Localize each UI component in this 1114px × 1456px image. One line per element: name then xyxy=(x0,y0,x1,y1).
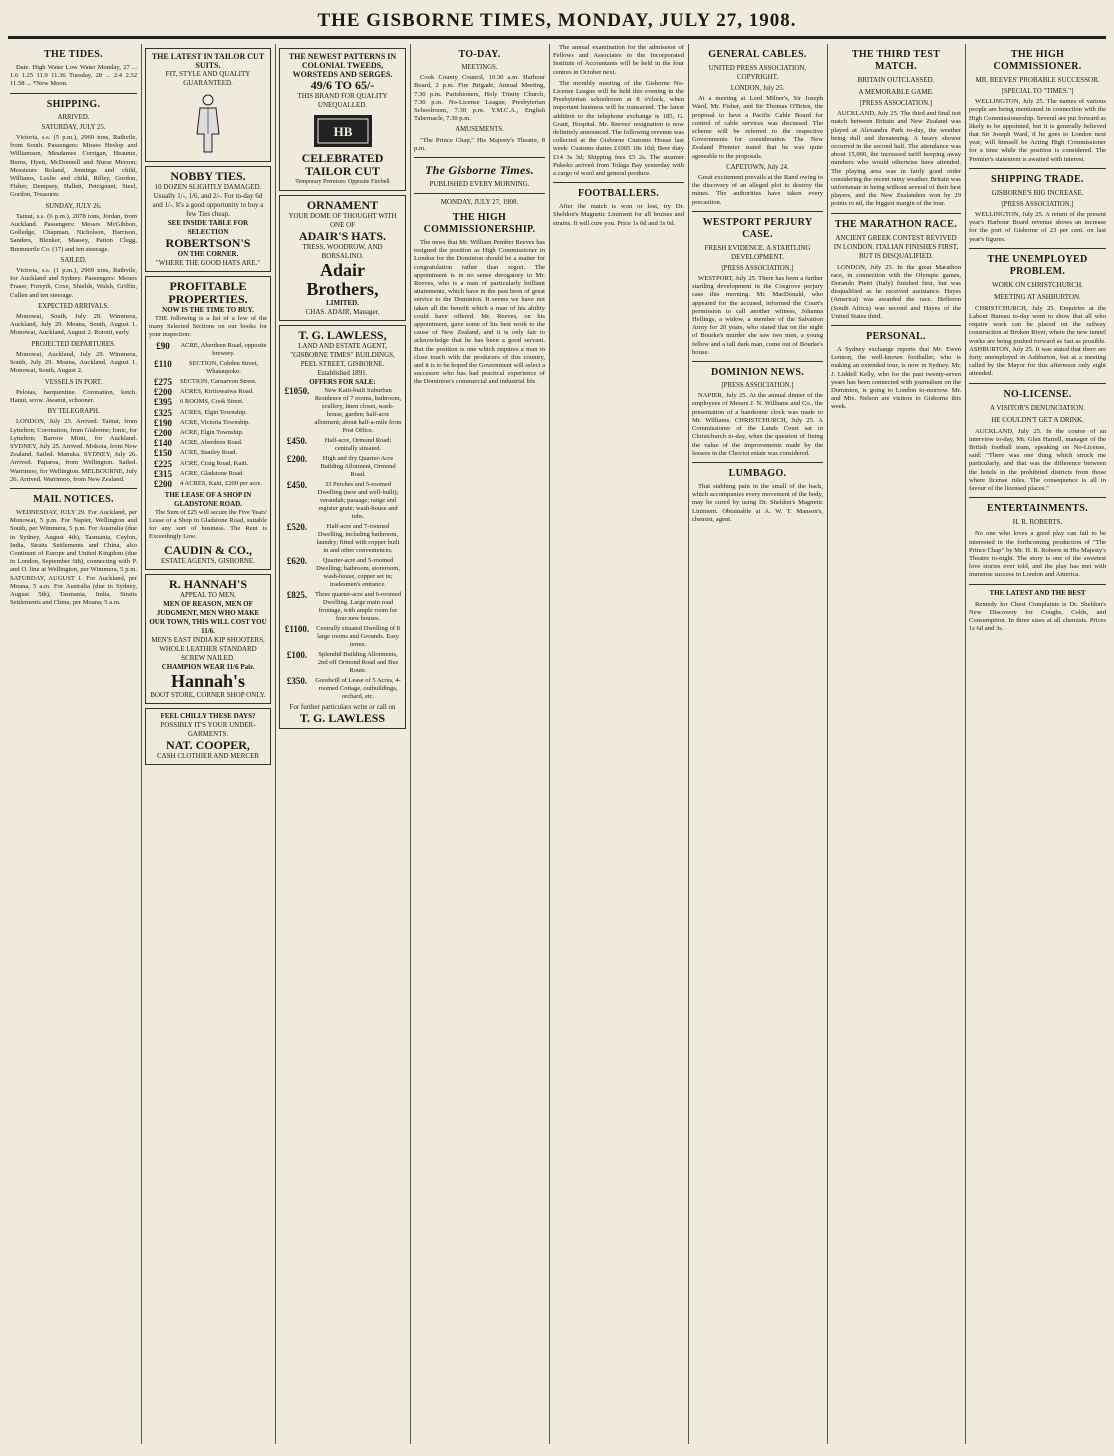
limited-text: LIMITED. xyxy=(326,299,359,307)
boots-text: MEN'S EAST INDIA KIP SHOOTERS, WHOLE LEATHER STANDARD SCREW NAILED. xyxy=(151,636,265,663)
test-assoc: [PRESS ASSOCIATION.] xyxy=(859,100,933,107)
nat-cooper-sub: CASH CLOTHIER AND MERCER xyxy=(156,752,260,761)
nolicense-sub: A VISITOR'S DENUNCIATION. xyxy=(990,403,1085,412)
caudin-sub: ESTATE AGENTS, GISBORNE. xyxy=(161,557,255,566)
sunday-arrivals: Tainui, s.s. (6 p.m.), 2078 tons, Jordan, from Auckland. Passengers: Messrs McGibbon, Golledge, Chapman, Nicholson, Harrison, Sanders, Blenker, Massey, Patton Clegg, Bremnertle Co. (17) and ten steerage. xyxy=(10,212,137,253)
capetown-dateline: CAPETOWN, July 24. xyxy=(726,163,789,171)
unemployed-text: CHRISTCHURCH, July 25. Enquiries at the Labour Bureau to-day went to show that all who require work can be placed on the railway construction at Broken River, where the new tunnel works are being pushed forward as fast as possible. ASHBURTON, July 25. It was stated that there are forty unemployed in Ashburton, but at a meeting called by the Mayor for this afternoon only eight attended. xyxy=(969,304,1106,378)
divider xyxy=(969,584,1106,585)
price-row xyxy=(149,409,267,417)
price-row xyxy=(283,677,402,701)
price-description: ACRE, Aberdeen Road, opposite brewery. xyxy=(180,342,267,357)
price-row xyxy=(149,460,267,468)
column-politics xyxy=(969,44,1106,1444)
test-sub: BRITAIN OUTCLASSED. xyxy=(857,76,935,84)
test-text: AUCKLAND, July 25. The third and final test match between Britain and New Zealand was played at Alexandra Park to-day, the weather being dull and threatening. A heavy shower occurred in the second half. The attendance was about 15,000, the increased tariff keeping away numbers who would otherwise have attended. The playing area was in fairly good order considering the recent rainy weather. Britain was unfortunate in being without several of their best players, and the New Zealanders won by 29 points to nil, the biggest margin of the tour. xyxy=(831,110,961,208)
divider xyxy=(831,213,961,214)
local-news-text: The monthly meeting of the Gisborne No-License League will be held this evening in the Presbyterian schoolroom at 8 o'clock, when important business will be transacted. The latest addition to the telephone exchange is 185, G. Grant, Hospital. Mr. Reeves' resignation is now definitely announced. The following revenue was collected at the Gisborne Customs House last week: Customs duties £1005 18s 10d; Beer duty £14 3s 3d; Shipping fees £5 2s. The steamer Pukeko arrived from Tolaga Bay yesterday with a cargo of wool and general produce. xyxy=(553,79,684,178)
lease-text: The Sum of £25 will secure the Five Years' Lease of a Shop in Gladstone Road, suitable for any sort of business. The Rent is Exceedingly Low. xyxy=(149,509,267,541)
hc-text: WELLINGTON, July 25. The names of various people are being mentioned in connection with the High Commissionership. Several are put forward as likely to be appointed, but it is generally believed that Sir Joseph Ward, if he goes to London next year, will himself be Acting High Commissioner for a time while the position is considered. The Premier's statement is awaited with interest. xyxy=(969,98,1106,163)
price-value: £350. xyxy=(286,676,308,686)
nat-cooper-name: NAT. COOPER, xyxy=(166,738,250,753)
lumbago-text: That stabbing pain in the small of the back, which accompanies every movement of the body, may be cured by using Dr. Sheldon's Magnetic Liniment. Obtainable at A. W. T. Manson's, chemist, agent. xyxy=(692,482,823,523)
masthead-title: THE GISBORNE TIMES, MONDAY, JULY 27, 1908. xyxy=(317,10,797,31)
properties-ad xyxy=(145,276,271,570)
price-description: 4 ACRES, Kaiti, £200 per acre. xyxy=(180,480,262,488)
brand-text: THIS BRAND FOR QUALITY UNEQUALLED. xyxy=(297,92,388,109)
tress-text: TRESS, WOODROW, AND BORSALINO. xyxy=(302,243,383,260)
price-description: ACRE, Gladstone Road. xyxy=(180,469,244,477)
price-description: 6 ROOMS, Cook Street. xyxy=(180,398,244,406)
westport-heading: WESTPORT PERJURY CASE. xyxy=(702,216,813,240)
divider xyxy=(969,168,1106,169)
column-ads-left xyxy=(145,44,271,1444)
price-row xyxy=(283,481,402,521)
today-heading: TO-DAY. xyxy=(458,49,501,60)
dominion-assoc: [PRESS ASSOCIATION.] xyxy=(721,382,794,390)
list-intro: THE following is a list of a few of the many Selected Sections on our books for your inspection: xyxy=(149,315,267,338)
tgl-sub: LAND AND ESTATE AGENT, "GISBORNE TIMES" BUILDINGS, PEEL STREET, GISBORNE. xyxy=(290,342,395,368)
newest-heading: THE NEWEST PATTERNS IN COLONIAL TWEEDS, WORSTEDS AND SERGES. xyxy=(288,52,397,79)
price-value: £315 xyxy=(154,468,172,479)
sailed-text: Victoria, s.s. (1 p.m.), 2969 tons, Rathvile, for Auckland and Sydney. Passengers: Messrs Fraser, Forsyth, Coxe, Shields, Walsh, Griffin, Cullen and ten steerage. xyxy=(10,267,137,299)
chilly-heading: FEEL CHILLY THESE DAYS? xyxy=(160,712,256,721)
price-value: £325 xyxy=(154,407,172,418)
ties-ad xyxy=(145,166,271,272)
adairs-hats: ADAIR'S HATS. xyxy=(298,229,387,243)
capetown-text: Great excitement prevails at the Rand owing to the discovery of an alleged plot to destroy the mines. The authorities have taken every precaution. xyxy=(692,174,823,206)
sailed-heading: SAILED. xyxy=(60,256,87,264)
price-range: 49/6 TO 65/- xyxy=(310,78,375,92)
saturday-arrivals: Victoria, s.s. (5 p.m.), 2969 tons, Rathvile, from South. Passengers: Misses Heslop and Williamson, Mesdames Corrigan, Heaume, Burns, Hyett, McDonnell and Nurse Merson; Messieurs Roland, Jennings and child, Williams, Leslie and child, Rilley, Gordon, Fisher, Dempsey, Hallett, Petrignant, Steel, Gordon, Treasurer. xyxy=(10,134,137,199)
divider xyxy=(969,383,1106,384)
best-heading: THE LATEST AND THE BEST xyxy=(989,588,1086,597)
nolicense-text: AUCKLAND, July 25. In the course of an interview to-day, Mr. Glen Harrell, manager of the British football team, speaking on No-License, said: "There was one thing which struck me particularly, and that was the difference between the hotels in the prohibited districts from those where license rules. The consequence is all in favour of the licensed places." xyxy=(969,427,1106,493)
price-value: £825. xyxy=(286,590,308,600)
offers-heading: OFFERS FOR SALE: xyxy=(309,378,376,386)
london-text: At a meeting at Lord Milner's, Sir Joseph Ward, Mr. Fisher, and Sir Thomas O'Brien, the proposal to have a Pacific Cable Board for control of cable services was discussed. The scheme will be referred to the respective Governments for consideration. The New Zealand Premier stated that he was quite agreeable to the proposals. xyxy=(692,95,823,160)
entertainments-sub: H. R. ROBERTS. xyxy=(1012,518,1063,527)
price-row xyxy=(149,378,267,386)
adair-ad xyxy=(279,195,406,321)
nolicense-sub-2: HE COULDN'T GET A DRINK. xyxy=(991,415,1084,424)
masthead-rule xyxy=(8,36,1106,39)
price-description: Centrally situated Dwelling of 8 large rooms and Grounds. Easy terms. xyxy=(316,625,400,648)
price-row xyxy=(283,387,402,435)
column-ads-middle xyxy=(279,44,406,1444)
price-description: New Kaiti-built Suburban Residence of 7 rooms, bathroom, scullery, linen closet, wash-house, garden; half-acre allotment; about half-a-mile from Post Office. xyxy=(314,387,402,434)
projected-heading: PROJECTED DEPARTURES. xyxy=(31,340,116,348)
profitable-heading: PROFITABLE xyxy=(169,279,247,293)
price-description: 33 Perches and 5-roomed Dwelling (new and well-built); verandah; passage; range and register grate; wash-house and tubs. xyxy=(317,481,399,520)
price-description: Three quarter-acre and 6-roomed Dwelling. Large main road frontage, with ample room for four new houses. xyxy=(315,591,401,622)
telegraph-heading: BY TELEGRAPH. xyxy=(47,408,100,416)
champion-text: CHAMPION WEAR 11/6 Pair. xyxy=(161,663,255,672)
property-price-list xyxy=(149,342,267,488)
tgl-footer: T. G. LAWLESS xyxy=(299,711,386,725)
price-description: ACRE, Stanley Road. xyxy=(180,449,238,457)
meetings-heading: MEETINGS. xyxy=(461,64,498,71)
column-divider xyxy=(965,44,966,1444)
corner-sub: "WHERE THE GOOD HATS ARE." xyxy=(155,259,261,267)
trade-sub: GISBORNE'S BIG INCREASE. xyxy=(991,188,1084,197)
price-row xyxy=(149,398,267,406)
men-lines: MEN OF REASON, MEN OF JUDGMENT, MEN WHO MAKE OUR TOWN, THIS WILL COST YOU 11/6. xyxy=(149,600,267,636)
price-row xyxy=(149,342,267,358)
lumbago-heading: LUMBAGO. xyxy=(728,467,787,479)
amusements-heading: AMUSEMENTS. xyxy=(455,126,504,134)
celebrated-heading: CELEBRATED TAILOR CUT xyxy=(301,151,384,178)
price-row xyxy=(283,523,402,555)
price-value: £100. xyxy=(286,650,308,660)
price-value: £395 xyxy=(154,397,172,408)
personal-heading: PERSONAL. xyxy=(866,331,926,343)
price-row xyxy=(149,449,267,457)
price-description: ACRE, Victoria Township. xyxy=(180,418,251,426)
hc-heading: THE HIGH COMMISSIONER. xyxy=(993,49,1082,72)
column-sport xyxy=(831,44,961,1444)
properties-heading: PROPERTIES. xyxy=(168,292,248,306)
amusements-text: "The Prince Chap," His Majesty's Theatre, 8 p.m. xyxy=(414,136,545,152)
best-text: Remedy for Chest Complaints is Dr. Sheldon's New Discovery for Coughs, Colds, and Consumption. In three sizes at all chemists. Prices 1s 6d and 3s. xyxy=(969,600,1106,633)
test-sub-2: A MEMORABLE GAME. xyxy=(858,88,934,96)
column-divider xyxy=(549,44,550,1444)
price-value: £1050. xyxy=(284,386,310,396)
divider xyxy=(10,93,137,94)
divider xyxy=(969,248,1106,249)
price-row xyxy=(149,470,267,478)
tgl-name: T. G. LAWLESS, xyxy=(298,328,387,342)
divider xyxy=(692,211,823,212)
annual-text: The annual examination for the admission of Fellows and Associates to the Incorporated Institute of Accountants will be held in the four centres in October next. xyxy=(553,44,684,76)
westport-sub: FRESH EVIDENCE. A STARTLING DEVELOPMENT. xyxy=(704,243,811,261)
price-value: £90 xyxy=(156,341,170,351)
price-value: £150 xyxy=(154,448,172,459)
suits-sub: FIT, STYLE AND QUALITY GUARANTEED. xyxy=(165,70,251,87)
cables-heading: GENERAL CABLES. xyxy=(708,49,807,60)
tides-heading: THE TIDES. xyxy=(44,49,103,60)
price-description: ACRES, Kiritowaiwa Road. xyxy=(180,388,254,396)
window-text: SEE INSIDE TABLE FOR SELECTION xyxy=(167,219,249,236)
dominion-text: NAPIER, July 25. At the annual dinner of the employees of Messrs J. N. Williams and Co., the presentation of a handsome clock was made to Mr. Williams. CHRISTCHURCH, July 25. A Commissioner of the Lands Court sat in Christchurch to-day, when the question of fixing the value of the improvements made by the lessees in the Cheviot estate was considered. xyxy=(692,392,823,457)
ornament-sub: YOUR DOME OF THOUGHT WITH ONE OF xyxy=(288,212,397,229)
telegraph-text: LONDON, July 25. Arrived. Tainui, from Lyttelton; Coronation, from Gisborne; Ionic, for Lyttelton; Barrow Minti, for Auckland. SYDNEY, July 25. Arrived. Mokoia, from New Zealand. Sailed. Manuka. SYDNEY, July 26. Arrived. Paparoa, from Wellington. Sailed. Warrimoo, for Wellington. MELBOURNE, July 26. Arrived. Warrimoo, from New Zealand. xyxy=(10,418,137,483)
price-value: £520. xyxy=(286,522,308,532)
saturday-date: SATURDAY, JULY 25. xyxy=(41,123,106,131)
lawless-ad xyxy=(279,325,406,729)
meetings-text: Cook County Council, 10.30 a.m. Harbour Board, 2 p.m. Fire Brigade, Annual Meeting, 7.30 p.m. Parishioners, Holy Trinity Church, 7.30 p.m. No-License League, Presbyterian Schoolroom, 7.30 p.m. Y.M.C.A., English Tabernacle, 7.30 p.m. xyxy=(414,74,545,123)
price-description: ACRE, Elgin Township. xyxy=(180,429,244,437)
marathon-text: LONDON, July 25. In the great Marathon race, in connection with the Olympic games, Dorando Pietri (Italy) finished first, but was disqualified as he received assistance. Hayes (America) was awarded the race. Hefferon (South Africa) was second and Hayes of the United States third. xyxy=(831,263,961,320)
sunday-date: SUNDAY, JULY 26. xyxy=(45,202,102,210)
price-description: ACRE, Aberdeen Road. xyxy=(180,439,243,447)
ornament-heading: ORNAMENT xyxy=(306,198,379,212)
price-row xyxy=(283,651,402,675)
hannah-ad xyxy=(145,574,271,704)
vessels-heading: VESSELS IN PORT. xyxy=(44,378,103,386)
divider xyxy=(553,182,684,183)
projected-text: Monowai, Auckland, July 29. Wimmera, South, July 29. Moana, Auckland, August 1. Monowai, South, August 2. xyxy=(10,350,137,375)
divider xyxy=(692,462,823,463)
london-dateline: LONDON, July 25. xyxy=(730,85,785,92)
test-heading: THE THIRD TEST MATCH. xyxy=(851,49,941,72)
price-description: Quarter-acre and 5-roomed Dwelling; bathroom, storeroom, wash-house, copper set in; tradesmen's entrance. xyxy=(316,557,400,588)
expected-text: Monowai, South, July 29. Wimmera, Auckland, July 29. Moana, South, August 1. Monowai, Auckland, August 2. Rotoiti, early. xyxy=(10,313,137,337)
suits-ad xyxy=(145,48,271,162)
price-value: £450. xyxy=(286,436,308,446)
price-description: Half-acre, Ormond Road; centrally situated. xyxy=(324,437,392,452)
price-description: High and dry Quarter-Acre Building Allotment, Ormond Road. xyxy=(320,455,396,478)
lease-heading: THE LEASE OF A SHOP IN GLADSTONE ROAD. xyxy=(164,491,252,509)
price-row xyxy=(283,557,402,589)
adair-brothers: Adair Brothers, xyxy=(306,260,379,299)
undergarments-text: POSSIBLY IT'S YOUR UNDER-GARMENTS. xyxy=(160,721,256,739)
price-value: £200. xyxy=(286,454,308,464)
mail-heading: MAIL NOTICES. xyxy=(33,493,114,505)
unemployed-sub-2: MEETING AT ASHBURTON. xyxy=(994,292,1081,301)
ties-heading: NOBBY TIES. xyxy=(170,169,246,183)
shipping-heading: SHIPPING. xyxy=(46,98,101,110)
entertainments-heading: ENTERTAINMENTS. xyxy=(987,503,1088,515)
price-row xyxy=(149,419,267,427)
price-value: £200 xyxy=(154,428,172,439)
price-description: Splendid Building Allotments, 2nd off Ormond Road and Bus Route. xyxy=(317,651,399,674)
price-value: £225 xyxy=(154,458,172,469)
corner-text: ON THE CORNER. xyxy=(177,250,239,258)
caudin-name: CAUDIN & CO., xyxy=(164,543,252,558)
price-description: ACRE, Craig Road, Kaiti. xyxy=(180,459,249,467)
leader-heading: THE HIGH COMMISSIONERSHIP. xyxy=(423,212,536,236)
price-value: £110 xyxy=(154,359,172,369)
trade-assoc: [PRESS ASSOCIATION.] xyxy=(1001,200,1074,208)
established-text: Established 1891. xyxy=(317,369,368,377)
cables-sub: UNITED PRESS ASSOCIATION. COPYRIGHT. xyxy=(708,64,807,81)
now-time: NOW IS THE TIME TO BUY. xyxy=(162,306,254,314)
divider xyxy=(692,361,823,362)
temp-premises: Temporary Premises: Opposite Firebell xyxy=(295,179,390,185)
column-divider xyxy=(141,44,142,1444)
sale-price-list xyxy=(283,387,402,701)
price-value: £140 xyxy=(154,438,172,449)
appeal-text: APPEAL TO MEN. xyxy=(179,591,237,600)
price-row xyxy=(283,625,402,649)
tweeds-ad xyxy=(279,48,406,191)
arrived-heading: ARRIVED. xyxy=(57,113,90,121)
column-editorial xyxy=(414,44,545,1444)
footballers-text: After the match is won or lost, try Dr. Sheldon's Magnetic Liniment for all bruises and strains. It will cure you. Price 1s 6d and 3s 6d. xyxy=(553,203,684,227)
man-figure-illustration xyxy=(188,92,228,154)
entertainments-text: No one who loves a good play can fail to be interested in the forthcoming production of "The Prince Chap" by Mr. H. R. Roberts in His Majesty's Theatre to-night. The story is one of the sweetest love stories ever told, and the play has met with immense success in London and America. xyxy=(969,530,1106,579)
price-value: £1100. xyxy=(284,624,310,634)
hannahs-name: Hannah's xyxy=(170,671,246,692)
leader-text: The news that Mr. William Pember Reeves has resigned the position as High Commissioner in London for the Dominion should be a matter for congratulation rather than regret. The appointment is in no sense derogatory to Mr. Reeves, who is a man of particularly brilliant attainments, which have in the past been of great service to the Dominion. It seems we have not taken all the benefit which a man of his ability could have offered. Mr. Reeves, on his appointment, gave some of his best work to the cause of New Zealand, and it is only fair to acknowledge that he has been a good servant. But the position is one which requires a man in close touch with the producers of this country, and it is to be hoped the Government will select a successor who has had practical experience of the Dominion's commercial and industrial life. xyxy=(414,239,545,386)
price-value: £200 xyxy=(154,387,172,398)
unemployed-sub: WORK ON CHRISTCHURCH. xyxy=(992,280,1083,289)
price-row xyxy=(149,429,267,437)
marathon-sub: ANCIENT GREEK CONTEST REVIVED IN LONDON. ITALIAN FINISHES FIRST, BUT IS DISQUALIFIED. xyxy=(833,233,959,260)
nolicense-heading: NO-LICENSE. xyxy=(1003,388,1072,400)
column-divider xyxy=(688,44,689,1444)
hb-brand-label-icon xyxy=(313,114,373,148)
cooper-ad xyxy=(145,708,271,765)
hc-sub: MR. REEVES' PROBABLE SUCCESSOR. xyxy=(975,76,1100,84)
divider xyxy=(414,193,545,194)
hannah-heading: R. HANNAH'S xyxy=(168,577,247,592)
price-row xyxy=(283,455,402,479)
divider xyxy=(414,157,545,158)
price-row xyxy=(149,388,267,396)
paper-title: The Gisborne Times. xyxy=(425,163,534,178)
hc-special: [SPECIAL TO "TIMES."] xyxy=(1001,88,1074,95)
editorial-date: MONDAY, JULY 27, 1908. xyxy=(440,198,519,207)
price-value: £620. xyxy=(286,556,308,566)
vessels-text: Pelotas, barquentine. Coronation, ketch. Hanui, scow. Awanui, schooner. xyxy=(10,388,137,404)
price-description: Goodwill of Lease of 5 Acres, 4-roomed Cottage, outbuildings, orchard, etc. xyxy=(315,677,401,700)
personal-text: A Sydney exchange reports that Mr. Ewen Lennon, the well-known footballer, who is making an extended tour, is now in Sydney. Mr. J. Liddell Kelly, who for the past twenty-seven years has been connected with journalism on the Dominion, is going to London to-morrow. Mr. and Mrs. Nelson are visitors to Gisborne this week. xyxy=(831,346,961,411)
column-divider xyxy=(275,44,276,1444)
price-description: SECTION, Cobden Street, Whataupoko. xyxy=(188,360,259,375)
svg-text:HB: HB xyxy=(333,124,352,139)
mail-text: WEDNESDAY, JULY 29. For Auckland, per Monowai, 5 p.m. For Napier, Wellington and South, per Wimmera, 5 p.m. For Australia (due in Sydney, August 4th), Tasmania, Ceylon, India, Straits Settlements and China, also Continent of Europe and United Kingdom (due in London, September 6th), connecting with P. and O. line at Wellington, per Wimmera, 5 p.m. SATURDAY, AUGUST 1. For Auckland, per Moana, 5 a.m. For Australia (due in Sydney, August 5th), Tasmania, India, Straits Settlements and China, per Moana, 5 a.m. xyxy=(10,508,137,607)
marathon-heading: THE MARATHON RACE. xyxy=(834,218,958,230)
expected-heading: EXPECTED ARRIVALS. xyxy=(38,302,109,310)
trade-heading: SHIPPING TRADE. xyxy=(991,173,1084,185)
trade-text: WELLINGTON, July 25. A return of the present year's Harbour Board revenue shows an increase for the port of Gisborne of 23 per cent. on last year's figures. xyxy=(969,211,1106,243)
published-text: PUBLISHED EVERY MORNING. xyxy=(429,180,530,189)
price-description: Half-acre and 7-roomed Dwelling, including bathroom, laundry; fitted with copper built in and other conveniences. xyxy=(316,523,400,554)
price-description: ACRES, Elgin Township. xyxy=(180,408,247,416)
price-row xyxy=(149,439,267,447)
column-local-news xyxy=(553,44,684,1444)
manager-text: CHAS. ADAIR, Manager. xyxy=(305,308,380,316)
price-row xyxy=(283,437,402,453)
further-text: For further particulars write or call on xyxy=(289,703,396,711)
price-value: £190 xyxy=(154,417,172,428)
price-value: £275 xyxy=(154,377,172,387)
price-row xyxy=(149,480,267,488)
price-description: SECTION, Carnarvon Street. xyxy=(180,378,257,385)
tides-text: Date. High Water Low Water Monday, 27 ... 1.6 1.25 11.9 11.36 Tuesday, 28 ... 2.4 2.32 11.58 ... *New Moon. xyxy=(10,64,137,88)
dominion-heading: DOMINION NEWS. xyxy=(710,367,805,379)
suits-heading: THE LATEST IN TAILOR CUT SUITS. xyxy=(151,52,265,70)
column-cables xyxy=(692,44,823,1444)
divider xyxy=(831,325,961,326)
column-divider xyxy=(827,44,828,1444)
price-row xyxy=(149,360,267,376)
price-value: £450. xyxy=(286,480,308,490)
footballers-heading: FOOTBALLERS. xyxy=(577,188,660,200)
divider xyxy=(969,497,1106,498)
boot-store: BOOT STORE, CORNER SHOP ONLY. xyxy=(150,691,266,700)
westport-assoc: [PRESS ASSOCIATION.] xyxy=(721,264,794,272)
price-value: £200 xyxy=(154,479,172,490)
column-shipping xyxy=(10,44,137,1444)
divider xyxy=(10,488,137,489)
robertson-name: ROBERTSON'S xyxy=(165,236,251,250)
price-row xyxy=(283,591,402,623)
westport-text: WESTPORT, July 25. There has been a further startling development in the Cosgrove perjury case this morning. Mr. MacDonald, who appeared for the accused, informed the Court's permission to call another witness, Johanna Hellings, a widow, a member of the Salvation Army for 20 years, who stated that on the night of Bourke's murder she saw two men, a young fellow and a tall dark man, come out of Bourke's house. xyxy=(692,275,823,356)
unemployed-heading: THE UNEMPLOYED PROBLEM. xyxy=(987,253,1088,277)
column-divider xyxy=(410,44,411,1444)
ties-text: 10 DOZEN SLIGHTLY DAMAGED. Usually 1/-, 1/6, and 2/-. For to-day 6d and 1/-. It's a good opportunity to buy a few Ties cheap. xyxy=(152,183,264,218)
